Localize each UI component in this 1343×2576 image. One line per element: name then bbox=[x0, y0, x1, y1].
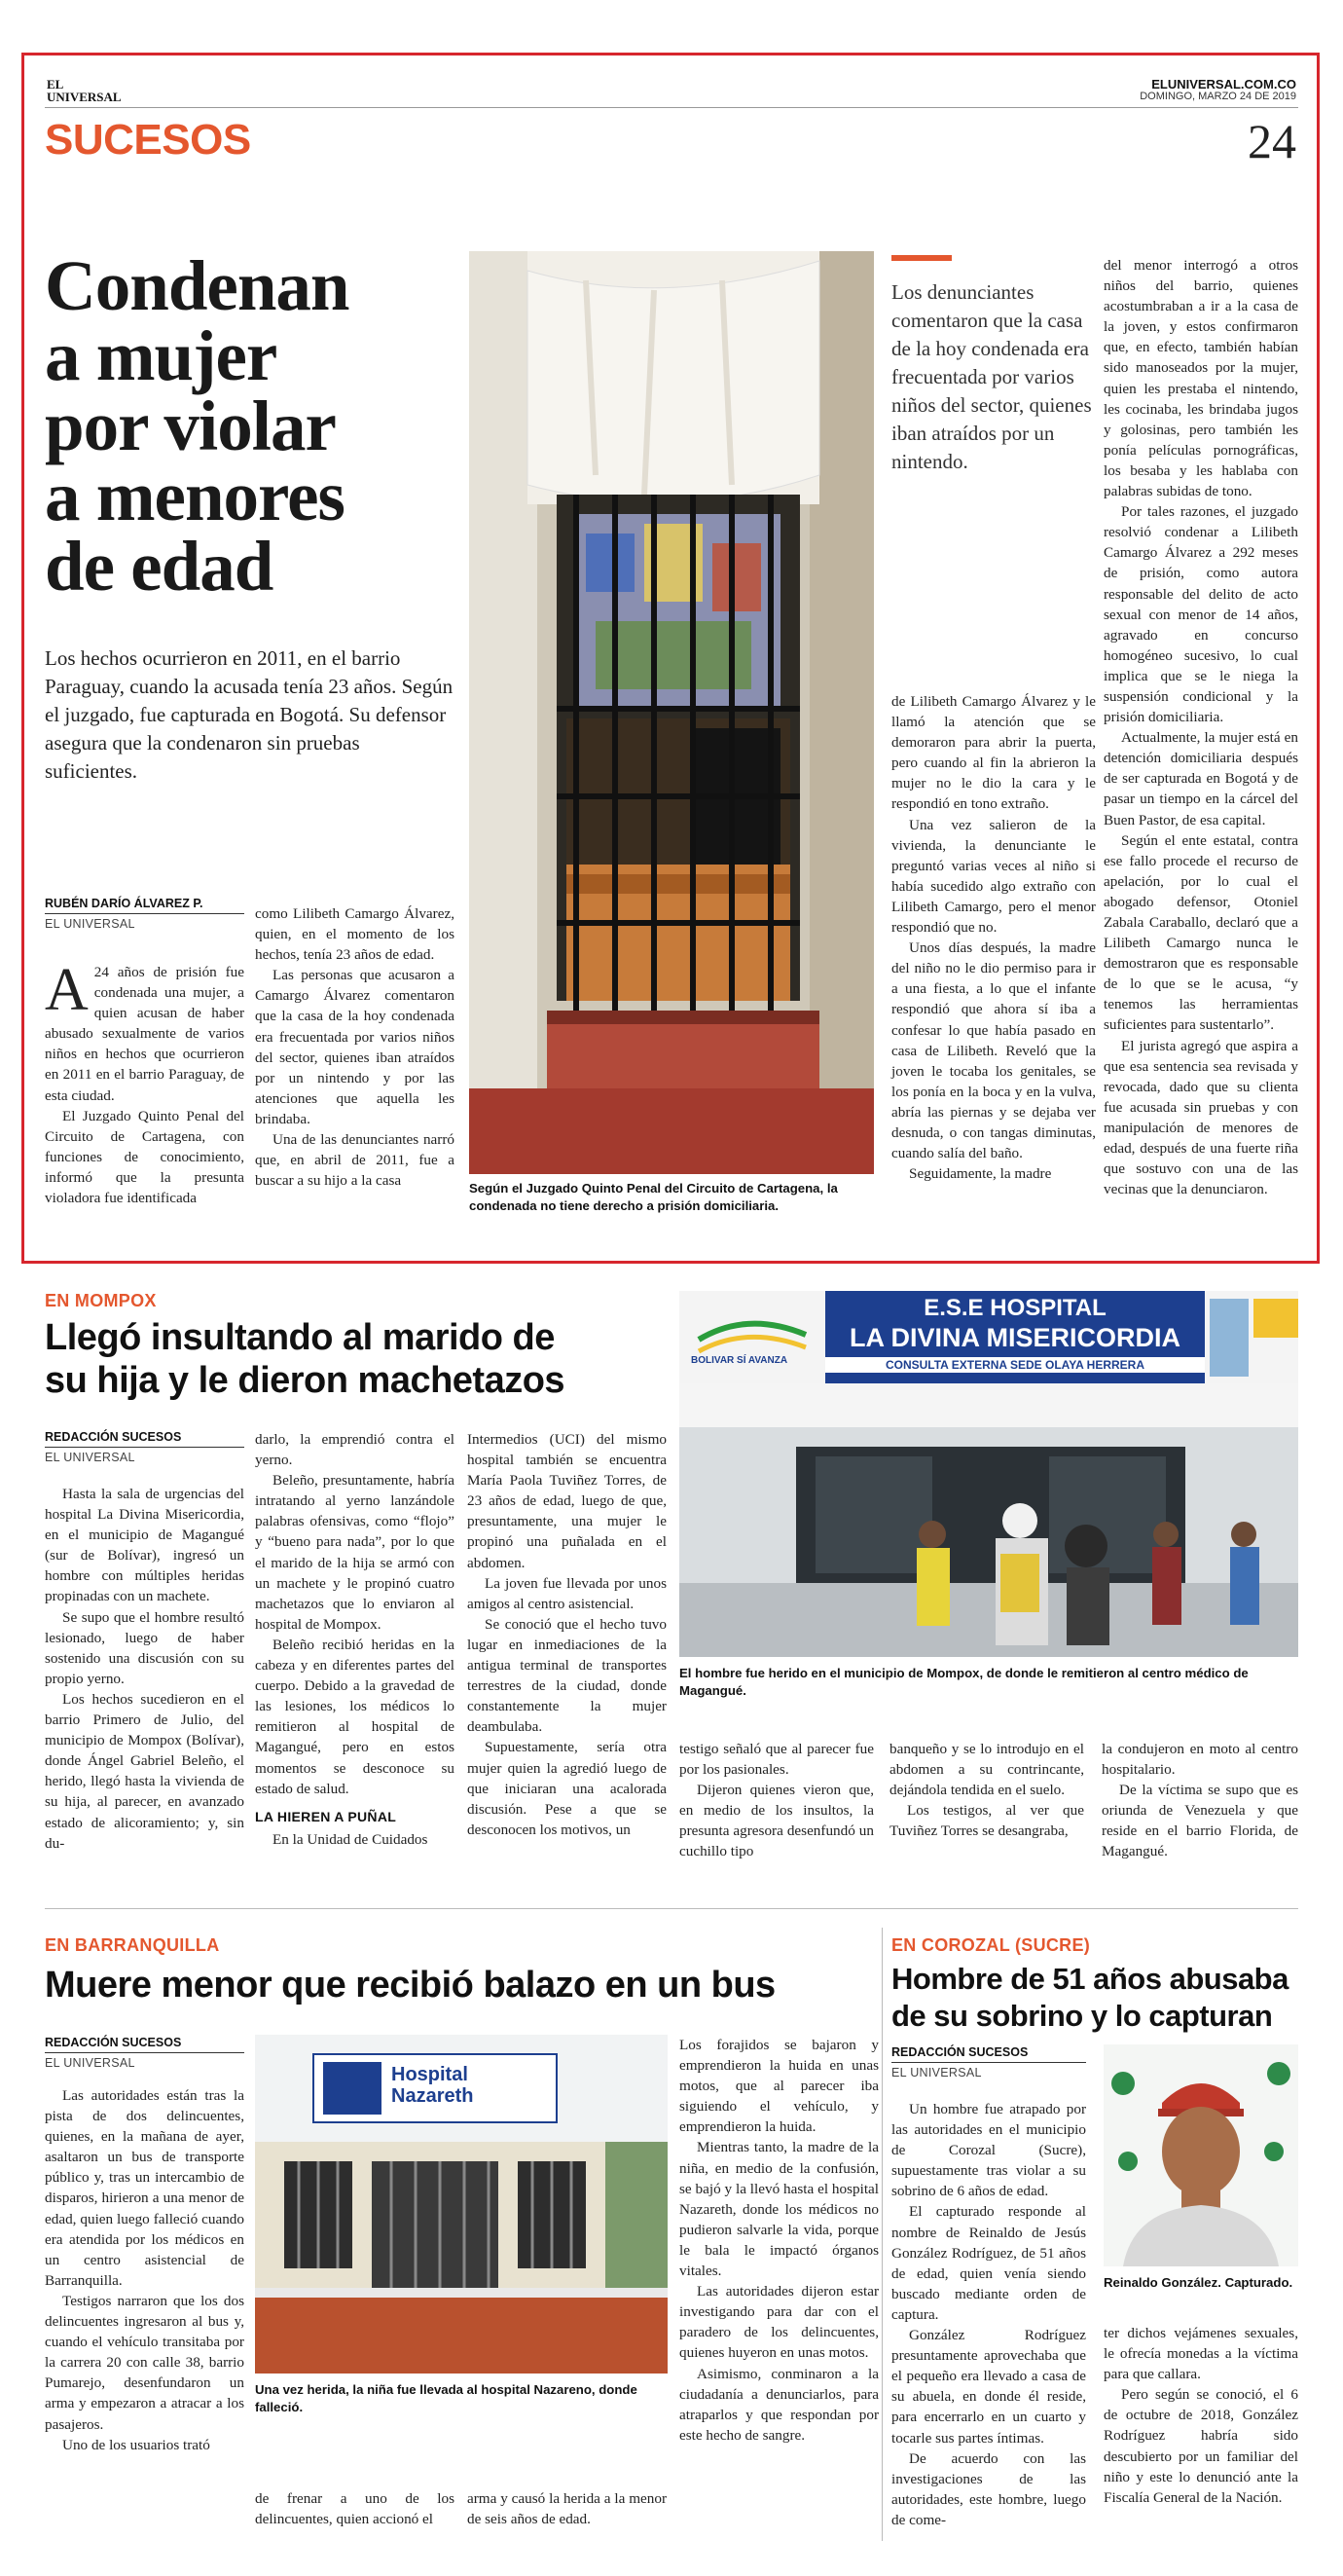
story1-byline bbox=[45, 896, 244, 932]
header-rule bbox=[45, 107, 1298, 108]
story2-subhead: LA HIEREN A PUÑAL bbox=[255, 1808, 397, 1824]
government-logo: BOLIVAR SÍ AVANZA bbox=[691, 1355, 788, 1366]
headline-line: a menores bbox=[45, 457, 345, 535]
byline-name: REDACCIÓN SUCESOS bbox=[45, 2036, 182, 2049]
hospital-sign bbox=[391, 2064, 547, 2107]
paragraph: Las autoridades están tras la pista de dos delincuentes, quienes, en la mañana de ayer, asaltaron un bus de transporte público y, tras un intercambio de disparos, hirieron a una menor de edad, quien luego falleció cuando era atendida por los médicos en un centro asistencial de Barranquilla. bbox=[45, 2087, 244, 2289]
paragraph: Por tales razones, el juzgado resolvió condenar a Lilibeth Camargo Álvarez a 292 meses de prisión, como autora responsable del delito de acto sexual con menor de 14 años, agravado en concurso homogéneo sucesivo, lo cual implica que se le niega la suspensión condicional y la prisión domiciliaria. bbox=[1104, 503, 1298, 726]
paragraph: La joven fue llevada por unos amigos al centro asistencial. bbox=[467, 1574, 667, 1612]
header-meta bbox=[1140, 78, 1296, 103]
story1-col1 bbox=[45, 957, 244, 1208]
headline-line: Condenan bbox=[45, 246, 349, 325]
story1-col4 bbox=[1104, 255, 1298, 1199]
paragraph: de Lilibeth Camargo Álvarez y le llamó la atención que se demoraron para abrir la puerta, pero cuando al fin la abrieron la mujer no le dio la cara y le respondió en tono extraño. bbox=[891, 693, 1096, 813]
paragraph: de frenar a uno de los delincuentes, quien accionó el bbox=[255, 2490, 454, 2528]
paragraph: Una de las denunciantes narró que, en abril de 2011, fue a buscar a su hijo a la casa bbox=[255, 1131, 454, 1190]
story4-col2 bbox=[1104, 2323, 1298, 2508]
story2-col5 bbox=[889, 1739, 1084, 1841]
paragraph: El capturado responde al nombre de Reinaldo de Jesús González Rodríguez, de 51 años de edad, quien venía siendo buscado mediante orden de captura. bbox=[891, 2203, 1086, 2323]
story2-col3 bbox=[467, 1429, 667, 1840]
hospital-sign-line1: E.S.E HOSPITAL bbox=[924, 1295, 1107, 1321]
paragraph: como Lilibeth Camargo Álvarez, quien, en el momento de los hechos, tenía 23 años de edad. bbox=[255, 905, 454, 964]
story1-deck: Los hechos ocurrieron en 2011, en el barrio Paraguay, cuando la acusada tenía 23 años. Según el juzgado, fue capturada en Bogotá. Su defensor asegura que la condenaron sin pruebas suficientes. bbox=[45, 646, 454, 783]
byline-org: EL UNIVERSAL bbox=[45, 2056, 135, 2070]
paragraph: Según el ente estatal, contra ese fallo procede el recurso de apelación, por lo cual el abogado defensor, Otoniel Zabala Caraballo, declaró que a Lilibeth Camargo nunca le demostraron que es responsable de lo que se le acusa, “y tenemos las herramientas suficientes para sustentarlo”. bbox=[1104, 831, 1298, 1034]
paragraph: Las autoridades dijeron estar investigando para dar con el paradero de los delincuentes, quienes huyeron en unas motos. bbox=[679, 2283, 879, 2362]
byline-org: EL UNIVERSAL bbox=[45, 1451, 135, 1464]
paragraph: testigo señaló que al parecer fue por los pasionales. bbox=[679, 1741, 874, 1779]
paragraph: Se supo que el hombre resultó lesionado, luego de haber sostenido una discusión con su propio yerno. bbox=[45, 1608, 244, 1687]
story2-col6 bbox=[1102, 1739, 1298, 1862]
headline-line: Llegó insultando al marido de bbox=[45, 1317, 555, 1358]
story2-col4 bbox=[679, 1739, 874, 1862]
story2-kicker: EN MOMPOX bbox=[45, 1291, 157, 1310]
story3-byline bbox=[45, 2035, 244, 2071]
paragraph: Testigos narraron que los dos delincuentes ingresaron al bus y, cuando el vehículo transitaba por la carrera 20 con calle 38, barrio Pumarejo, desenfundaron un arma y empezaron a atracar a los pasajeros. bbox=[45, 2292, 244, 2433]
headline-line: por violar bbox=[45, 386, 336, 465]
section-divider bbox=[45, 1908, 1298, 1909]
paragraph: González Rodríguez presuntamente aprovechaba que el pequeño era llevado a casa de su abuela, en donde él reside, para encerrarlo en un cuarto y tocarle sus partes íntimas. bbox=[891, 2327, 1086, 2447]
paragraph: El jurista agregó que aspira a que esa sentencia sea revisada y revocada, dado que su clienta fue acusada sin pruebas y con manipulación de menores de edad, después de una fuerte riña que sostuvo con una de las vecinas que la denunciaron. bbox=[1104, 1037, 1298, 1198]
story3-col1 bbox=[45, 2085, 244, 2455]
paragraph: Los forajidos se bajaron y emprendieron la huida en unas motos, que al parecer iba siguiendo el vehículo, y emprendieron la huida. bbox=[679, 2037, 879, 2136]
paragraph: Seguidamente, la madre bbox=[909, 1165, 1052, 1183]
window-bars-photo bbox=[469, 251, 874, 1174]
paragraph: Un hombre fue atrapado por las autoridades en el municipio de Corozal (Sucre), supuestamente tras violar a su sobrino de 6 años de edad. bbox=[891, 2101, 1086, 2200]
hospital-sign-line1: Hospital bbox=[391, 2064, 468, 2085]
headline-line: Hombre de 51 años abusaba bbox=[891, 1962, 1289, 1996]
paragraph: Uno de los usuarios trató bbox=[62, 2436, 210, 2453]
byline-rule bbox=[45, 2052, 244, 2053]
paragraph: Intermedios (UCI) del mismo hospital también se encuentra María Paola Tuviñez Torres, de 23 años de edad, luego de que, presuntamente, una mujer le propinó una puñalada en el abdomen. bbox=[467, 1431, 667, 1571]
paragraph: darlo, la emprendió contra el yerno. bbox=[255, 1431, 454, 1469]
paragraph: Actualmente, la mujer está en detención domiciliaria después de ser capturada en Bogotá y de pasar un tiempo en la cárcel del Buen Pastor, de esa capital. bbox=[1104, 729, 1298, 828]
byline-rule bbox=[45, 913, 244, 914]
byline-name: REDACCIÓN SUCESOS bbox=[45, 1430, 182, 1444]
paragraph: Las personas que acusaron a Camargo Álvarez comentaron que la casa de la hoy condenada era frecuentada por varios niños del sector, quienes iban atraídos por un nintendo y por las atenciones que aquella les brindaba. bbox=[255, 967, 454, 1127]
paragraph: De la víctima se supo que es oriunda de Venezuela y que reside en el barrio Florida, de Magangué. bbox=[1102, 1782, 1298, 1860]
story1-col3 bbox=[891, 691, 1096, 1184]
section-title: SUCESOS bbox=[45, 116, 251, 164]
page-number: 24 bbox=[1248, 114, 1296, 168]
story4-col1 bbox=[891, 2099, 1086, 2530]
story3-col3 bbox=[467, 2488, 667, 2529]
paragraph: 24 años de prisión fue condenada una mujer, a quien acusan de haber abusado sexualmente de varios niños en hechos que ocurrieron en 2011 en el barrio Paraguay, de esta ciudad. bbox=[45, 964, 244, 1104]
byline-rule bbox=[891, 2062, 1086, 2063]
headline-line: su hija y le dieron machetazos bbox=[45, 1360, 565, 1401]
suspect-portrait-photo bbox=[1104, 2044, 1298, 2266]
story1-photo-caption: Según el Juzgado Quinto Penal del Circuito de Cartagena, la condenada no tiene derecho a prisión domiciliaria. bbox=[469, 1181, 838, 1213]
paragraph: la condujeron en moto al centro hospitalario. bbox=[1102, 1741, 1298, 1779]
paragraph: Dijeron quienes vieron que, en medio de los insultos, la presunta agresora desenfundó un cuchillo tipo bbox=[679, 1782, 874, 1860]
column-divider bbox=[882, 1928, 883, 2541]
byline-org: EL UNIVERSAL bbox=[45, 917, 135, 931]
drop-cap: A bbox=[45, 957, 89, 1023]
story1-col2 bbox=[255, 903, 454, 1191]
site-url: ELUNIVERSAL.COM.CO bbox=[1151, 77, 1296, 92]
headline-line: a mujer bbox=[45, 316, 277, 395]
hospital-sign-line2: LA DIVINA MISERICORDIA bbox=[849, 1323, 1180, 1352]
story3-headline: Muere menor que recibió balazo en un bus bbox=[45, 1965, 776, 2006]
byline-name: REDACCIÓN SUCESOS bbox=[891, 2045, 1029, 2059]
story1-pullquote: Los denunciantes comentaron que la casa de la hoy condenada era frecuentada por varios niños del sector, quienes iban atraídos por un nintendo. bbox=[891, 280, 1092, 473]
story2-col1 bbox=[45, 1484, 244, 1854]
paragraph: Mientras tanto, la madre de la niña, en medio de la confusión, se bajó y la llevó hasta el hospital Nazareth, donde los médicos no pudieron salvarle la vida, porque le bala le impactó órganos vitales. bbox=[679, 2139, 879, 2280]
paragraph: Asimismo, conminaron a la ciudadanía a denunciarlos, para atraparlos y que respondan por este hecho de sangre. bbox=[679, 2365, 879, 2444]
story1-headline bbox=[45, 246, 454, 606]
story3-photo bbox=[255, 2035, 668, 2374]
headline-line: de su sobrino y lo capturan bbox=[891, 1999, 1273, 2033]
story2-byline bbox=[45, 1429, 244, 1465]
paragraph: Los testigos, al ver que Tuviñez Torres se desangraba, bbox=[889, 1802, 1084, 1840]
story2-col2 bbox=[255, 1429, 454, 1850]
paragraph: En la Unidad de Cuidados bbox=[272, 1830, 428, 1848]
hospital-sign-line2: Nazareth bbox=[391, 2085, 474, 2107]
story3-col4 bbox=[679, 2035, 879, 2446]
pullquote-accent bbox=[891, 255, 952, 261]
paragraph: Beleño, presuntamente, habría intratando al yerno lanzándole palabras ofensivas, como “flojo” y “bueno para nada”, por lo que el marido de la hija se armó con un machete y le propinó cuatro machetazos que lo enviaron al hospital de Mompox. bbox=[255, 1472, 454, 1633]
newspaper-logo bbox=[47, 78, 122, 103]
story2-photo bbox=[679, 1291, 1298, 1657]
story2-headline bbox=[45, 1316, 668, 1402]
headline-line: de edad bbox=[45, 527, 273, 606]
story3-kicker: EN BARRANQUILLA bbox=[45, 1935, 220, 1955]
story4-byline bbox=[891, 2044, 1086, 2080]
story2-photo-caption: El hombre fue herido en el municipio de Mompox, de donde le remitieron al centro médico de Magangué. bbox=[679, 1666, 1249, 1698]
paragraph: Los hechos sucedieron en el barrio Primero de Julio, del municipio de Mompox (Bolívar), donde Ángel Gabriel Beleño, el herido, llegó hasta la vivienda de su hija, al parecer, en avanzado estado de alicoramiento; y, sin du- bbox=[45, 1690, 244, 1852]
logo-line-1: EL bbox=[47, 77, 64, 92]
story3-photo-caption: Una vez herida, la niña fue llevada al hospital Nazareno, donde falleció. bbox=[255, 2382, 637, 2414]
byline-rule bbox=[45, 1447, 244, 1448]
paragraph: Unos días después, la madre del niño no le dio permiso para ir a una fiesta, a lo que el infante respondió que ahora sí iba a confesar lo que había pasado en casa de Lilibeth. Reveló que la joven le tocaba los genitales, se los ponía en la boca y en la vulva, abría las piernas y se dejaba ver desnuda, o con tangas diminutas, cuando salía del baño. bbox=[891, 939, 1096, 1162]
paragraph: El Juzgado Quinto Penal del Circuito de Cartagena, con funciones de conocimiento, informó que la presunta violadora fue identificada bbox=[45, 1107, 244, 1207]
logo-line-2: UNIVERSAL bbox=[47, 90, 122, 104]
byline-name: RUBÉN DARÍO ÁLVAREZ P. bbox=[45, 897, 203, 910]
paragraph: del menor interrogó a otros niños del barrio, quienes acostumbraban a ir a la casa de la joven, y estos confirmaron que, en efecto, también habían sido manoseados por la mujer, quien les prestaba el nintendo, les cocinaba, les brindaba jugos y golosinas, pero también les ponía películas pornográficas, los besaba y les hablaba con palabras subidas de tono. bbox=[1104, 257, 1298, 500]
paragraph: arma y causó la herida a la menor de seis años de edad. bbox=[467, 2490, 667, 2528]
paragraph: De acuerdo con las investigaciones de las autoridades, este hombre, luego de come- bbox=[891, 2449, 1086, 2528]
paragraph: Beleño recibió heridas en la cabeza y en diferentes partes del cuerpo. Debido a la gravedad de las lesiones, los médicos lo remitieron al hospital de Magangué, pero en estos momentos se desconoce su estado de salud. bbox=[255, 1636, 454, 1797]
story1-photo bbox=[469, 251, 874, 1174]
story4-photo-caption: Reinaldo González. Capturado. bbox=[1104, 2275, 1293, 2290]
hospital-sign-line3: CONSULTA EXTERNA SEDE OLAYA HERRERA bbox=[825, 1357, 1205, 1373]
paragraph: Pero según se conoció, el 6 de octubre de 2018, González Rodríguez habría sido descubierto por un familiar del niño y este lo denunció ante la Fiscalía General de la Nación. bbox=[1104, 2386, 1298, 2506]
paragraph: banqueño y se lo introdujo en el abdomen a su contrincante, dejándola tendida en el suelo. bbox=[889, 1741, 1084, 1799]
paragraph: Hasta la sala de urgencias del hospital La Divina Misericordia, en el municipio de Magangué (sur de Bolívar), ingresó un hombre con múltiples heridas propinadas con un machete. bbox=[45, 1486, 244, 1605]
issue-date: DOMINGO, MARZO 24 DE 2019 bbox=[1140, 91, 1296, 102]
paragraph: ter dichos vejámenes sexuales, le ofrecía monedas a la víctima para que callara. bbox=[1104, 2325, 1298, 2383]
byline-org: EL UNIVERSAL bbox=[891, 2066, 982, 2079]
paragraph: Supuestamente, sería otra mujer quien la agredió luego de que iniciaran una acalorada discusión. Pese a que se desconocen los motivos, un bbox=[467, 1739, 667, 1838]
paragraph: Una vez salieron de la vivienda, la denunciante le preguntó varias veces al niño si había sucedido algo extraño con Lilibeth Camargo, pero el menor respondió que no. bbox=[891, 816, 1096, 937]
story4-kicker: EN COROZAL (SUCRE) bbox=[891, 1935, 1091, 1955]
story4-headline bbox=[891, 1961, 1300, 2035]
story3-col2 bbox=[255, 2488, 454, 2529]
paragraph: Se conoció que el hecho tuvo lugar en inmediaciones de la antigua terminal de transportes terrestres de la ciudad, donde constantemente la mujer deambulaba. bbox=[467, 1615, 667, 1736]
story4-photo bbox=[1104, 2044, 1298, 2266]
